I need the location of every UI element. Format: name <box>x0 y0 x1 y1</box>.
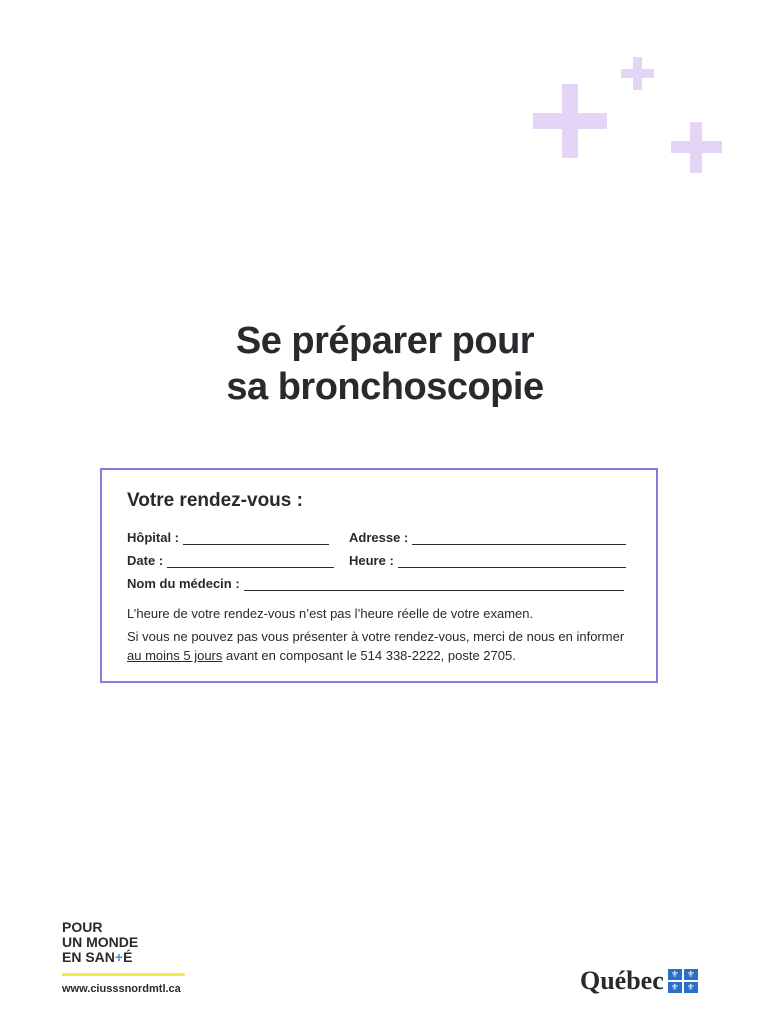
doctor-field[interactable] <box>127 576 624 591</box>
quebec-logo <box>580 966 698 996</box>
date-field[interactable] <box>127 553 334 568</box>
quebec-flag-icon: ⚜ ⚜ ⚜ ⚜ <box>668 969 698 993</box>
hospital-input-line[interactable] <box>183 534 329 545</box>
hospital-label: Hôpital : <box>127 530 179 545</box>
date-input-line[interactable] <box>167 557 334 568</box>
quebec-wordmark: Québec <box>580 966 664 995</box>
time-label: Heure : <box>349 553 394 568</box>
slogan-line-3-b: É <box>123 949 133 965</box>
page-title <box>0 318 770 410</box>
slogan-line-3-a: EN SAN <box>62 949 115 965</box>
doctor-input-line[interactable] <box>244 580 624 591</box>
website-link[interactable]: www.ciusssnordmtl.ca <box>62 983 181 995</box>
note-2-line-1: Si vous ne pouvez pas vous présenter à votre rendez-vous, merci de nous en informer <box>127 629 625 644</box>
title-line-2: sa bronchoscopie <box>226 366 544 408</box>
plus-icon <box>621 57 654 90</box>
address-label: Adresse : <box>349 530 409 545</box>
slogan-line-2: UN MONDE <box>62 934 139 950</box>
address-field[interactable] <box>349 530 626 545</box>
slogan-line-3 <box>62 950 138 965</box>
address-input-line[interactable] <box>412 534 626 545</box>
appointment-note-2 <box>127 627 624 665</box>
slogan <box>62 920 138 965</box>
title-line-1: Se préparer pour <box>235 320 535 362</box>
slogan-line-1: POUR <box>62 919 103 935</box>
appointment-box <box>100 468 658 683</box>
note-2-emphasis: au moins 5 jours <box>127 648 223 663</box>
time-field[interactable] <box>349 553 626 568</box>
date-label: Date : <box>127 553 164 568</box>
yellow-divider <box>62 973 185 976</box>
plus-icon <box>671 122 722 173</box>
slogan-plus: + <box>114 949 124 965</box>
time-input-line[interactable] <box>398 557 626 568</box>
appointment-heading: Votre rendez-vous : <box>127 490 303 511</box>
plus-icon <box>533 84 607 158</box>
hospital-field[interactable] <box>127 530 329 545</box>
note-2-rest: avant en composant le 514 338-2222, poste 2705. <box>222 648 516 663</box>
appointment-note-1: L’heure de votre rendez-vous n’est pas l’heure réelle de votre examen. <box>127 606 534 621</box>
doctor-label: Nom du médecin : <box>127 576 240 591</box>
